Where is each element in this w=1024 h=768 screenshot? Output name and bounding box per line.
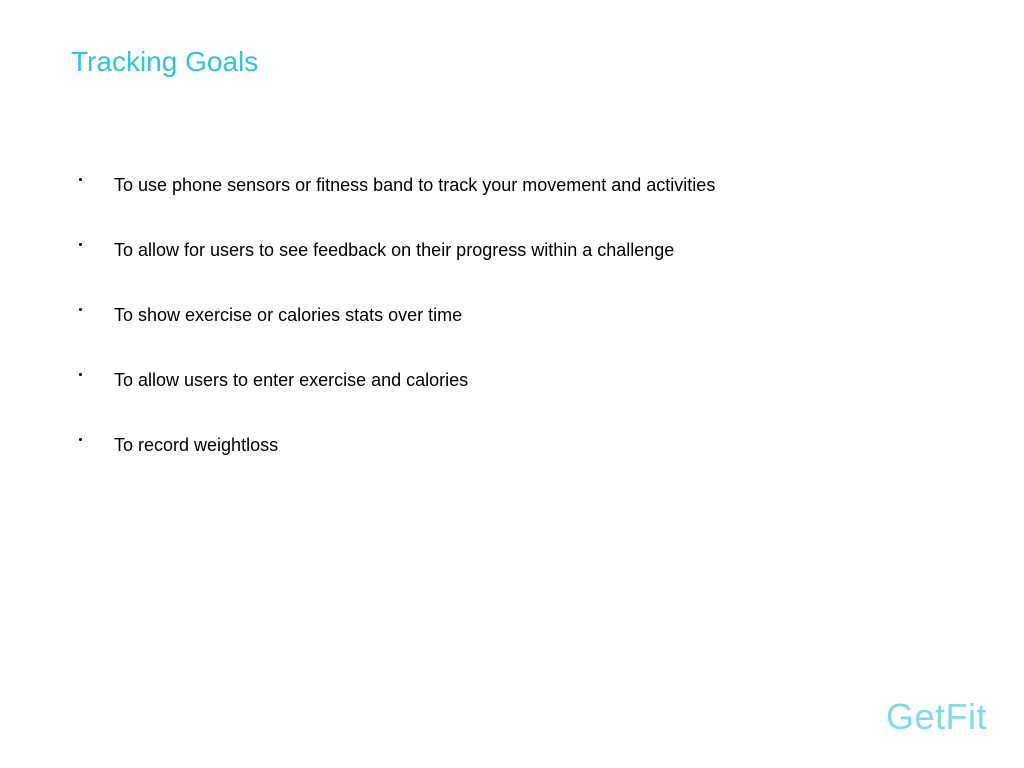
bullet-text: To allow users to enter exercise and calories bbox=[114, 370, 469, 390]
bullet-dot-icon bbox=[79, 308, 82, 311]
bullet-dot-icon bbox=[79, 438, 82, 441]
bullet-dot-icon bbox=[79, 178, 82, 181]
bullet-item bbox=[0, 302, 1024, 367]
bullet-item bbox=[0, 432, 1024, 497]
bullet-list bbox=[0, 172, 1024, 497]
bullet-text: To allow for users to see feedback on their progress within a challenge bbox=[114, 240, 675, 260]
bullet-dot-icon bbox=[79, 243, 82, 246]
bullet-item bbox=[0, 172, 1024, 237]
bullet-dot-icon bbox=[79, 373, 82, 376]
bullet-text: To show exercise or calories stats over time bbox=[114, 305, 463, 325]
bullet-item bbox=[0, 237, 1024, 302]
slide-title: Tracking Goals bbox=[71, 46, 259, 77]
brand-logo: GetFit bbox=[886, 696, 988, 737]
bullet-item bbox=[0, 367, 1024, 432]
bullet-text: To record weightloss bbox=[114, 435, 279, 455]
bullet-text: To use phone sensors or fitness band to track your movement and activities bbox=[114, 175, 716, 195]
